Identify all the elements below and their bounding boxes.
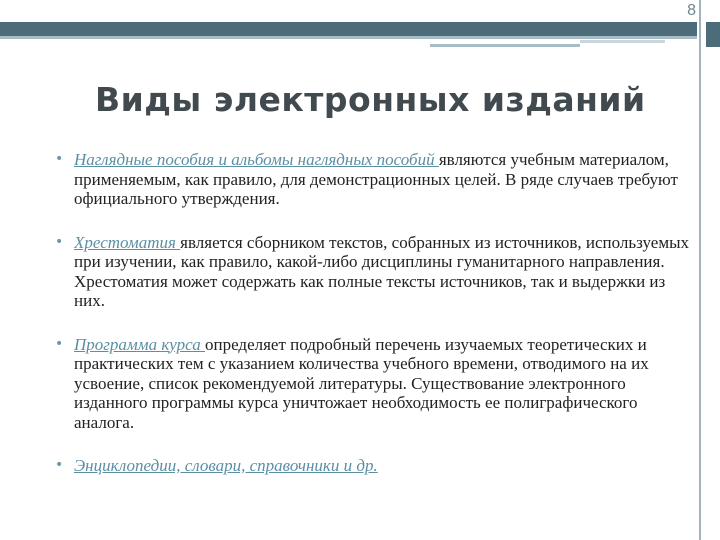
bullet-item-encyclopedias <box>52 456 692 476</box>
bullet-icon: • <box>55 457 64 473</box>
item-text: определяет подробный перечень изучаемых теоретических и практических тем с указанием количества учебного времени, отводимого на их усвоение, список рекомендуемой литературы. Существование электронного изданного программы курса уничтожает необходимость ее полиграфического аналога. <box>74 334 649 432</box>
header-band <box>0 22 697 36</box>
bullet-item-reader <box>52 233 692 311</box>
term-visual-aids: Наглядные пособия и альбомы наглядных пособий <box>74 150 439 169</box>
bullet-item-visual-aids <box>52 150 692 209</box>
term-course-program: Программа курса <box>74 334 205 354</box>
bullet-list <box>52 150 692 476</box>
right-divider <box>699 0 701 540</box>
right-tab-block <box>706 22 720 47</box>
bullet-icon: • <box>55 151 64 167</box>
header-accent-line-2 <box>580 40 665 43</box>
bullet-item-course-program <box>52 335 692 433</box>
header-accent-line <box>430 44 580 47</box>
item-text: являются учебным материалом, применяемым, как правило, для демонстрационных целей. В ряде случаев требуют официального утверждения. <box>74 150 678 208</box>
page-number: 8 <box>687 2 696 19</box>
bullet-icon: • <box>55 233 64 250</box>
term-encyclopedias: Энциклопедии, словари, справочники и др. <box>74 456 378 475</box>
term-reader: Хрестоматия <box>74 232 181 252</box>
header-band-stripe <box>0 36 697 39</box>
bullet-icon: • <box>55 335 64 352</box>
slide-title: Виды электронных изданий <box>95 80 646 119</box>
item-text: является сборником текстов, собранных из источников, используемых при изучении, как правило, какой-либо дисциплины гуманитарного направления. Хрестоматия может содержать как полные тексты источников, так и выдержки из них. <box>74 232 690 310</box>
